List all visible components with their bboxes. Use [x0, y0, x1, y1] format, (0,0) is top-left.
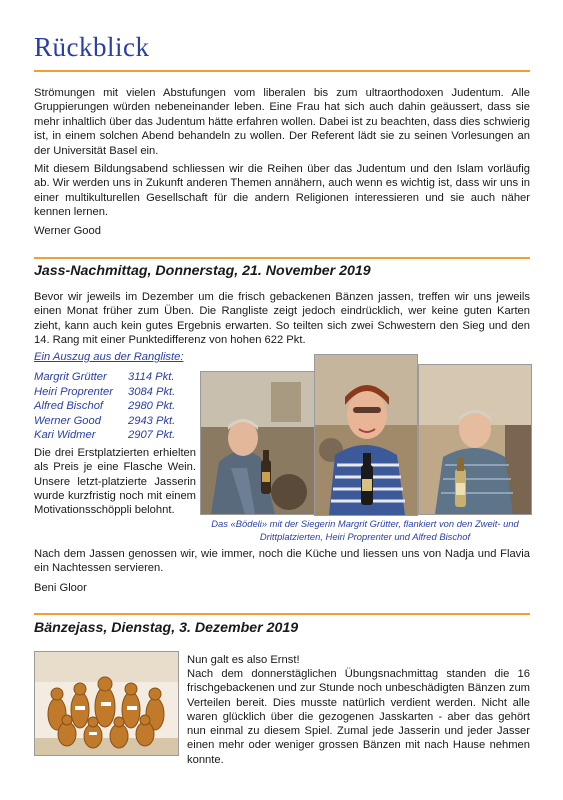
ranking-name: Alfred Bischof	[34, 400, 104, 413]
section-divider-jass	[34, 257, 530, 259]
title-divider	[34, 70, 530, 72]
baenze-line-1: Nun galt es also Ernst!	[187, 654, 300, 666]
jass-section-title: Jass-Nachmittag, Donnerstag, 21. November 2019	[34, 263, 371, 279]
ranking-row	[34, 385, 175, 400]
jass-paragraph-2: Nach dem Jassen genossen wir, wie immer, noch die Küche und liessen uns von Nadja und Flavia ein Nachtessen servieren.	[34, 548, 530, 575]
intro-author: Werner Good	[34, 225, 101, 237]
baenze-section-title: Bänzejass, Dienstag, 3. Dezember 2019	[34, 620, 299, 636]
jass-author: Beni Gloor	[34, 582, 87, 594]
photo-caption: Das «Bödeli» mit der Siegerin Margrit Grütter, flankiert von den Zweit- und Drittplatzierten, Heiri Proprenter und Alfred Bischof	[211, 518, 519, 542]
ranking-points: 3114 Pkt.	[128, 371, 175, 383]
baenze-photo	[34, 651, 179, 756]
prize-text: Die drei Erstplatzierten erhielten als Preis je eine Flasche Wein. Unsere letzt-platzierte Jasserin wurde kurzfristig noch mit einem Motivationsschöppli belohnt.	[34, 447, 196, 517]
ranking-table	[34, 370, 175, 443]
intro-paragraph-2: Mit diesem Bildungsabend schliessen wir die Reihen über das Judentum und den Islam vorläufig ab. Wir werden uns in Zukunft anderen Themen annähern, auch wenn es wichtig ist, dass wir uns in einer multikulturellen Gesellschaft für die andern Religionen interessieren und sie auch näher kennen lernen.	[34, 163, 530, 219]
winner-photo-right	[418, 364, 532, 515]
ranking-row	[34, 414, 175, 429]
baenze-paragraph: Nach dem donnerstäglichen Übungsnachmittag standen die 16 frischgebackenen und zur Stunde noch unbeschädigten Bänzen zum Verteilen bereit. Dies musste natürlich verdient werden. Nicht alle waren glücklich über die gezogenen Jasskarten - aber das gehört nun einmal zu diesem Spiel. Zumal jede Jasserin und jeder Jasser einen mehr oder weniger grossen Bänzen mit nach Hause nehmen konnte.	[187, 668, 530, 766]
winner-photo-left	[200, 371, 315, 515]
ranking-name: Margrit Grütter	[34, 371, 107, 383]
jass-paragraph-1: Bevor wir jeweils im Dezember um die frisch gebackenen Bänzen jassen, treffen wir uns jeweils einen Monat früher zum Üben. Die Rangliste zeigt jedoch eindrücklich, wer keine guten Karten zieht, kann auch kein gutes Ergebnis erwarten. So teilten sich zwei Schwestern den Sieg und den 14. Rang mit einer Punktedifferenz von hohen 622 Pkt.	[34, 291, 530, 347]
ranking-row	[34, 428, 175, 443]
ranking-points: 3084 Pkt.	[128, 385, 176, 398]
section-divider-baenze	[34, 613, 530, 615]
ranking-points: 2980 Pkt.	[128, 400, 176, 413]
ranking-heading: Ein Auszug aus der Rangliste:	[34, 351, 184, 363]
ranking-row	[34, 370, 175, 385]
ranking-points: 2907 Pkt.	[128, 429, 176, 442]
page-title: Rückblick	[34, 32, 150, 62]
intro-paragraph-1: Strömungen mit vielen Abstufungen vom liberalen bis zum ultraorthodoxen Judentum. Alle Gruppierungen würden nebeneinander leben. Eine Frau hat sich auch dahin geäussert, dass sie mehr inhaltlich über das Judentum hätte erfahren wollen. Dabei ist zu beachten, dass dies schwierig ist, in einem solchen Abend behandeln zu wollen. Der Referent lädt sie zu seinen Vorlesungen an der Universität Basel ein.	[34, 87, 530, 157]
ranking-points: 2943 Pkt.	[128, 414, 176, 427]
winner-photo-center	[314, 354, 418, 516]
ranking-name: Werner Good	[34, 414, 101, 427]
ranking-name: Heiri Proprenter	[34, 385, 113, 398]
ranking-name: Kari Widmer	[34, 429, 96, 442]
ranking-row	[34, 399, 175, 414]
